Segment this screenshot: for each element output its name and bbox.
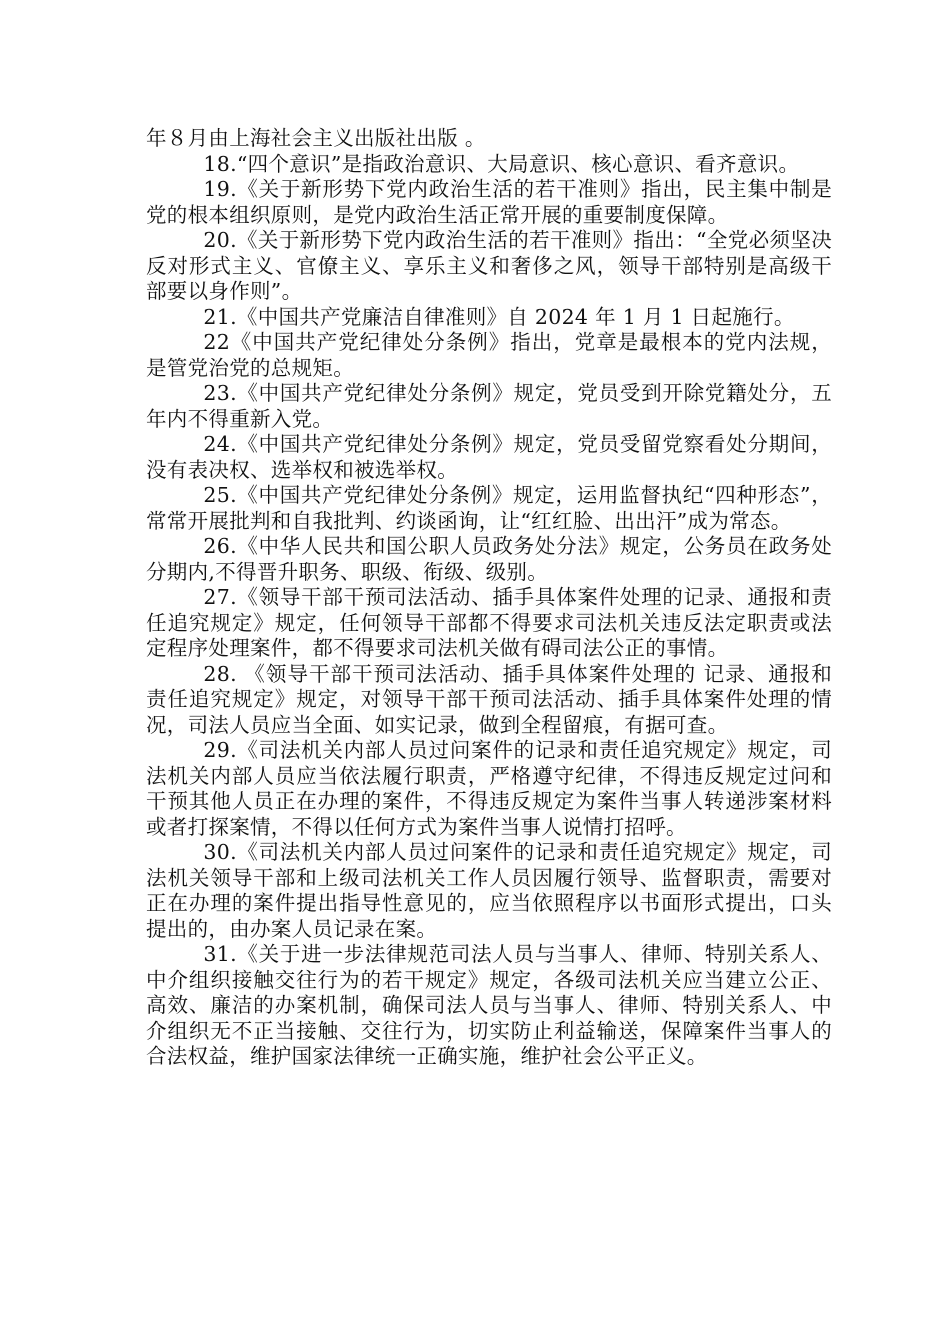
paragraph-item-31: 31.《关于进一步法律规范司法人员与当事人、律师、特别关系人、中介组织接触交往行为的若干规定》规定，各级司法机关应当建立公正、高效、廉洁的办案机制，确保司法人员与当事人、律师、特别关系人、中介组织无不正当接触、交往行为，切实防止利益输送，保障案件当事人的合法权益，维护国家法律统一正确实施，维护社会公平正义。: [146, 942, 832, 1068]
paragraph-item-23: 23.《中国共产党纪律处分条例》规定，党员受到开除党籍处分，五年内不得重新入党。: [146, 381, 832, 431]
paragraph-item-21: 21.《中国共产党廉洁自律准则》自 2024 年 1 月 1 日起施行。: [203, 304, 795, 329]
paragraph-item-26: 26.《中华人民共和国公职人员政务处分法》规定，公务员在政务处分期内,不得晋升职务、职级、衔级、级别。: [146, 534, 832, 584]
paragraph-item-19: 19.《关于新形势下党内政治生活的若干准则》指出，民主集中制是党的根本组织原则，是党内政治生活正常开展的重要制度保障。: [146, 177, 832, 227]
document-body: [146, 126, 832, 1070]
paragraph-item-27: 27.《领导干部干预司法活动、插手具体案件处理的记录、通报和责任追究规定》规定，任何领导干部都不得要求司法机关违反法定职责或法定程序处理案件，都不得要求司法机关做有碍司法公正的事情。: [146, 585, 832, 660]
paragraph-item-29: 29.《司法机关内部人员过问案件的记录和责任追究规定》规定，司法机关内部人员应当依法履行职责，严格遵守纪律，不得违反规定过问和干预其他人员正在办理的案件，不得违反规定为案件当事人转递涉案材料或者打探案情，不得以任何方式为案件当事人说情打招呼。: [146, 738, 832, 839]
paragraph-item-30: 30.《司法机关内部人员过问案件的记录和责任追究规定》规定，司法机关领导干部和上级司法机关工作人员因履行领导、监督职责，需要对正在办理的案件提出指导性意见的，应当依照程序以书面形式提出，口头提出的，由办案人员记录在案。: [146, 840, 832, 941]
paragraph-item-22: 22《中国共产党纪律处分条例》指出，党章是最根本的党内法规，是管党治党的总规矩。: [146, 330, 832, 380]
paragraph-item-20: 20.《关于新形势下党内政治生活的若干准则》指出：“全党必须坚决反对形式主义、官僚主义、享乐主义和奢侈之风，领导干部特别是高级干部要以身作则”。: [146, 228, 832, 303]
paragraph-continuation: 年８月由上海社会主义出版社出版 。: [146, 126, 486, 150]
paragraph-item-24: 24.《中国共产党纪律处分条例》规定，党员受留党察看处分期间，没有表决权、选举权和被选举权。: [146, 432, 832, 482]
paragraph-item-25: 25.《中国共产党纪律处分条例》规定，运用监督执纪“四种形态”，常常开展批判和自我批判、约谈函询，让“红红脸、出出汗”成为常态。: [146, 483, 832, 533]
paragraph-item-28: 28. 《领导干部干预司法活动、插手具体案件处理的 记录、通报和责任追究规定》规定，对领导干部干预司法活动、插手具体案件处理的情况，司法人员应当全面、如实记录，做到全程留痕，有据可查。: [146, 661, 832, 737]
paragraph-item-18: 18.“四个意识”是指政治意识、大局意识、核心意识、看齐意识。: [203, 151, 800, 176]
